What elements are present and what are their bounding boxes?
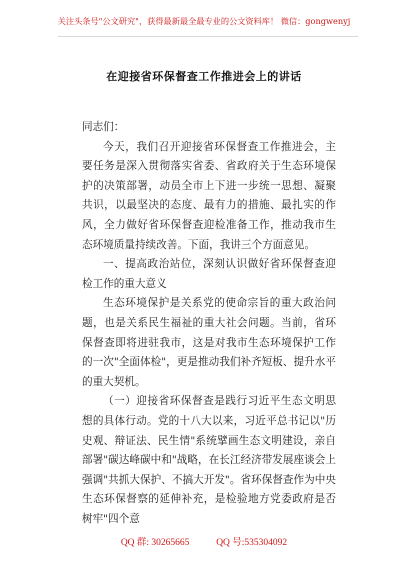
paragraph-intro: 今天，我们召开迎接省环保督查工作推进会，主要任务是深入贯彻落实省委、省政府关于生态环境保护的决策部署，动员全市上下进一步统一思想、凝聚共识，以最坚决的态度、最有力的措施、最扎实的作风，全力做好省环保督查迎检准备工作，推动我市生态环境质量持续改善。下面，我讲三个方面意见。 bbox=[82, 140, 336, 251]
paragraph-section-1: 生态环境保护是关系党的使命宗旨的重大政治问题，也是关系民生福祉的重大社会问题。当前，省环保督查即将进驻我市，这是对我市生态环境保护工作的一次"全面体检"，更是推动我们补齐短板、提升水平的重大契机。 bbox=[82, 297, 336, 388]
document-body bbox=[82, 118, 336, 529]
footer-qq-number: QQ 号:535304092 bbox=[216, 538, 288, 548]
salutation: 同志们： bbox=[82, 121, 125, 133]
header-promo-note: 关注头条号"公文研究"，获得最新最全最专业的公文资料库！ 微信：gongwenyj bbox=[57, 16, 351, 26]
section-heading-1: 一、提高政治站位，深刻认识做好省环保督查迎检工作的重大意义 bbox=[82, 258, 336, 290]
footer-qq-group: QQ 群: 30265665 bbox=[120, 538, 190, 548]
header-divider bbox=[58, 36, 358, 37]
footer-contact bbox=[0, 534, 408, 548]
paragraph-subsection-1: （一）迎接省环保督查是践行习近平生态文明思想的具体行动。党的十八大以来，习近平总书记以"历史观、辩证法、民生情"系统擘画生态文明建设，亲自部署"碳达峰碳中和"战略，在长江经济带发展座谈会上强调"共抓大保护、不搞大开发"。省环保督查作为中央生态环保督察的延伸补充，是检验地方党委政府是否树牢"四个意 bbox=[82, 395, 336, 525]
document-title: 在迎接省环保督查工作推进会上的讲话 bbox=[106, 70, 302, 83]
